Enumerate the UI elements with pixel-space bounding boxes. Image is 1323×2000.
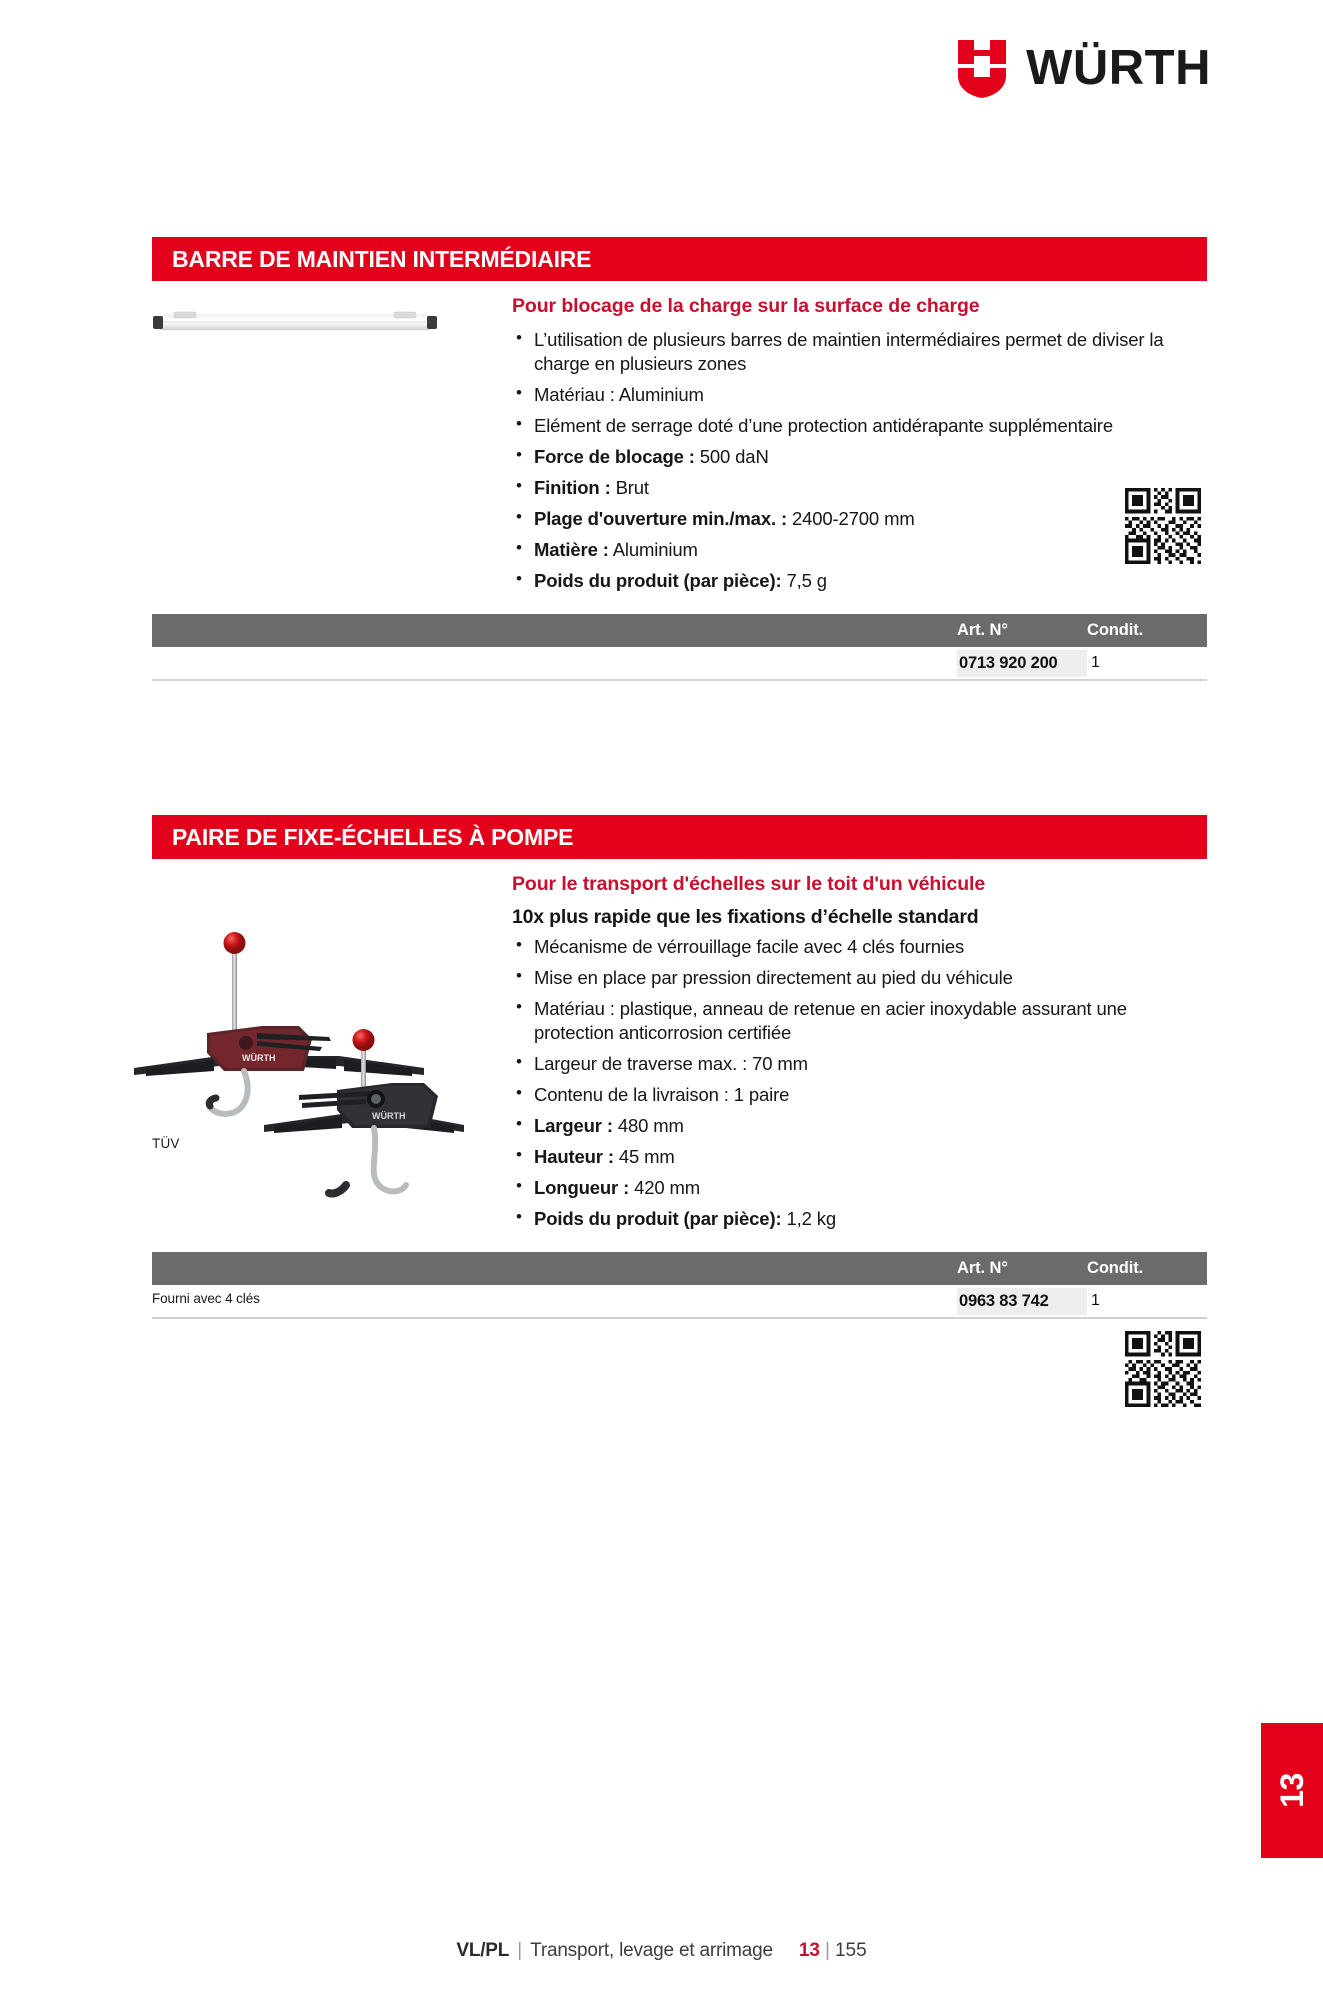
product-title: BARRE DE MAINTIEN INTERMÉDIAIRE (172, 245, 592, 272)
brand-header (956, 38, 1211, 98)
spec-item (512, 1176, 1207, 1200)
spec-text: Largeur de traverse max. : 70 mm (534, 1053, 808, 1075)
spec-text: Matériau : plastique, anneau de retenue en acier inoxydable assurant une protection anticorrosion certifiée (534, 998, 1127, 1044)
table-row[interactable] (152, 1285, 1207, 1319)
spec-text: Mécanisme de vérrouillage facile avec 4 clés fournies (534, 936, 965, 957)
spec-value: Brut (615, 477, 649, 499)
svg-text:WÜRTH: WÜRTH (242, 1053, 276, 1063)
spec-item (512, 383, 1207, 407)
brand-wordmark: WÜRTH (1026, 40, 1211, 95)
footer-separator: | (517, 1940, 523, 1961)
column-header-art-no: Art. N° (957, 621, 1008, 640)
tuv-label: TÜV (152, 1136, 180, 1151)
footer-category: Transport, levage et arrimage (530, 1940, 773, 1961)
article-number: 0713 920 200 (957, 650, 1087, 677)
spec-item (512, 328, 1207, 376)
footer-separator-2: | (825, 1940, 830, 1961)
product-tagline: Pour le transport d'échelles sur le toit d'un véhicule (512, 873, 986, 895)
spec-value: 45 mm (618, 1146, 675, 1168)
spec-text: L’utilisation de plusieurs barres de maintien intermédiaires permet de diviser la charge en plusieurs zones (534, 329, 1164, 375)
chapter-number: 13 (1273, 1773, 1310, 1808)
wurth-shield-icon (956, 38, 1008, 98)
footer-vehicle-class: VL/PL (456, 1940, 510, 1961)
spec-value: 420 mm (634, 1177, 701, 1199)
spec-item (512, 538, 1207, 562)
spec-text: Matériau : Aluminium (534, 384, 704, 406)
spec-text: Contenu de la livraison : 1 paire (534, 1084, 790, 1106)
spec-item (512, 569, 1207, 593)
chapter-side-tab (1261, 1723, 1323, 1858)
article-table (152, 614, 1207, 681)
spec-item (512, 1114, 1207, 1138)
product-body (152, 859, 1207, 1238)
qr-code-icon[interactable] (1125, 1331, 1201, 1407)
spec-item (512, 1083, 1207, 1107)
spec-value: 7,5 g (786, 570, 827, 592)
table-row[interactable] (152, 647, 1207, 681)
condit-value: 1 (1091, 1292, 1100, 1310)
column-header-condit: Condit. (1087, 621, 1144, 640)
column-header-art-no: Art. N° (957, 1259, 1008, 1278)
spec-item (512, 476, 1207, 500)
spec-item (512, 507, 1207, 531)
spec-value: 500 daN (699, 446, 769, 468)
spec-label: Poids du produit (par pièce): (534, 570, 782, 592)
spec-list (512, 328, 1207, 593)
spec-label: Plage d'ouverture min./max. : (534, 508, 787, 530)
section-header-bar (152, 815, 1207, 859)
qr-code-icon[interactable] (1125, 488, 1201, 564)
spec-label: Poids du produit (par pièce): (534, 1208, 782, 1230)
spec-value: 480 mm (617, 1115, 684, 1137)
condit-value: 1 (1091, 654, 1100, 672)
spec-label: Matière : (534, 539, 609, 561)
spec-item (512, 935, 1207, 959)
product-tagline: Pour blocage de la charge sur la surface de charge (512, 295, 980, 317)
spec-text: Elément de serrage doté d’une protection antidérapante supplémentaire (534, 415, 1113, 437)
page-footer (0, 1940, 1323, 1962)
section-header-bar (152, 237, 1207, 281)
product-text-column (512, 295, 1207, 600)
product-subheadline: 10x plus rapide que les fixations d’échelle standard (512, 906, 979, 928)
spec-value: Aluminium (612, 539, 698, 561)
spec-item (512, 1052, 1207, 1076)
spec-label: Longueur : (534, 1177, 630, 1199)
product-media-column (152, 295, 512, 600)
svg-text:WÜRTH: WÜRTH (372, 1111, 406, 1121)
spec-item (512, 1207, 1207, 1231)
article-number: 0963 83 742 (957, 1288, 1087, 1315)
spec-list (512, 935, 1207, 1231)
spec-item (512, 997, 1207, 1045)
spec-label: Hauteur : (534, 1146, 614, 1168)
column-header-condit: Condit. (1087, 1259, 1144, 1278)
spec-item (512, 445, 1207, 469)
article-table (152, 1252, 1207, 1319)
support-bar-image (150, 303, 440, 348)
spec-text: Mise en place par pression directement au pied du véhicule (534, 967, 1013, 989)
product-footnote: Fourni avec 4 clés (152, 1291, 260, 1306)
spec-label: Force de blocage : (534, 446, 695, 468)
spec-value: 2400-2700 mm (791, 508, 915, 530)
product-block-support-bar (152, 237, 1207, 681)
spec-item (512, 1145, 1207, 1169)
ladder-clamp-pair-image (124, 913, 474, 1218)
article-table-header (152, 1252, 1207, 1285)
article-table-header (152, 614, 1207, 647)
footer-total-pages: 155 (834, 1940, 867, 1961)
product-media-column (152, 873, 512, 1238)
spec-item (512, 966, 1207, 990)
product-body (152, 281, 1207, 600)
product-title: PAIRE DE FIXE-ÉCHELLES À POMPE (172, 823, 574, 850)
spec-label: Largeur : (534, 1115, 613, 1137)
spec-label: Finition : (534, 477, 611, 499)
spec-item (512, 414, 1207, 438)
product-block-ladder-clamps (152, 815, 1207, 1319)
product-text-column (512, 873, 1207, 1238)
footer-page-number: 13 (798, 1940, 820, 1961)
spec-value: 1,2 kg (786, 1208, 836, 1230)
